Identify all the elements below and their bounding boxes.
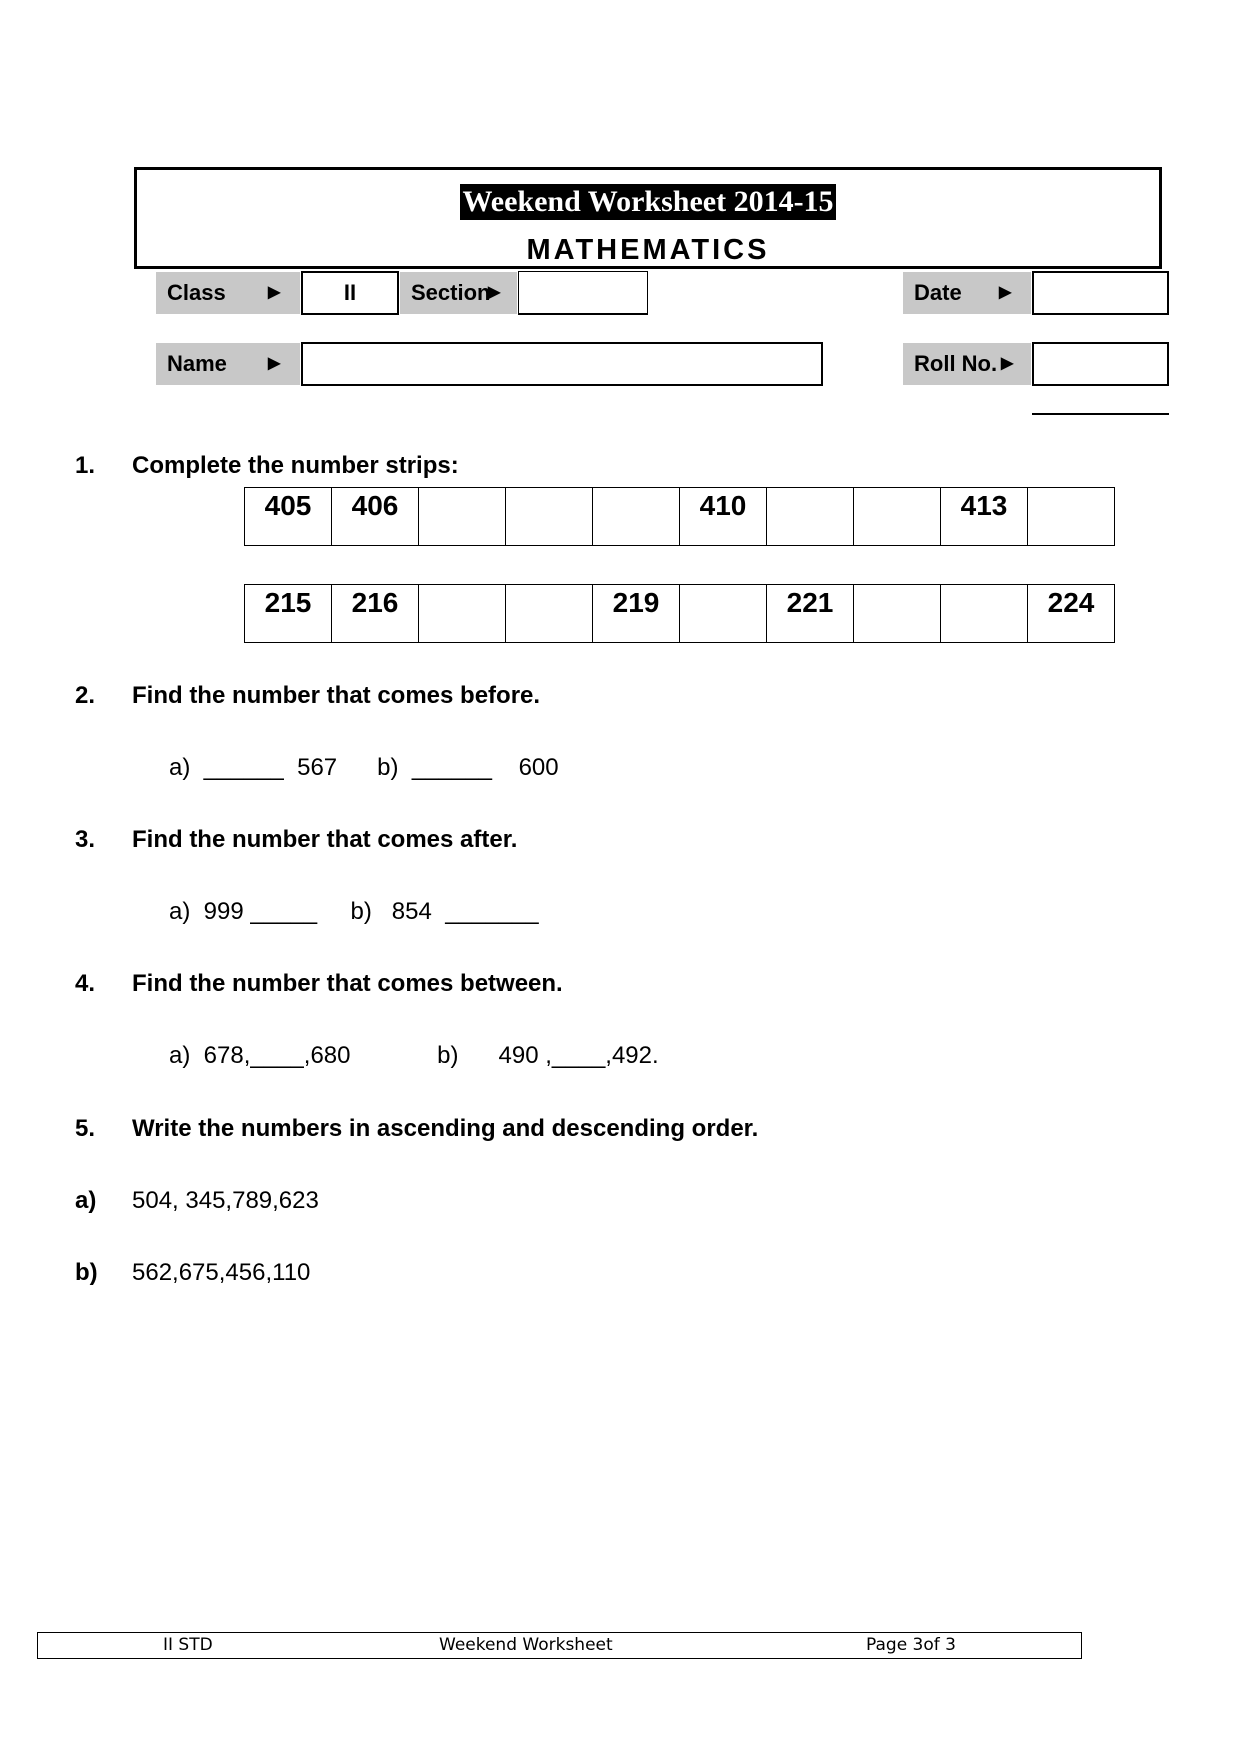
roll-no-label: Roll No. ▶ [903,343,1031,385]
strip-cell[interactable]: 224 [1028,585,1115,643]
name-label: Name ▶ [156,343,300,385]
section-label: Section ▶ [400,272,517,314]
question-number: 1. [75,452,96,479]
arrow-icon: ▶ [268,284,281,301]
strip-cell[interactable]: 219 [593,585,680,643]
name-field[interactable] [301,342,823,386]
answer-line[interactable]: a) ______ 567 b) ______ 600 [169,754,559,781]
strip-cell[interactable] [941,585,1028,643]
class-field[interactable]: II [301,271,399,315]
question-text: Find the number that comes after. [132,826,518,853]
footer-page-number: Page 3of 3 [866,1635,956,1655]
page-footer [37,1632,1082,1659]
arrow-icon: ▶ [1001,355,1014,372]
question-text: Write the numbers in ascending and descending order. [132,1115,759,1142]
strip-cell[interactable] [506,585,593,643]
question-number: 5. [75,1115,96,1142]
strip-cell[interactable]: 410 [680,488,767,546]
strip-cell[interactable]: 413 [941,488,1028,546]
answer-line[interactable]: a) 999 _____ b) 854 _______ [169,898,539,925]
strip-cell[interactable]: 221 [767,585,854,643]
sub-question-label: b) [75,1259,98,1286]
section-field[interactable] [518,271,648,315]
question-number: 2. [75,682,96,709]
strip-cell[interactable]: 215 [245,585,332,643]
arrow-icon: ▶ [268,355,281,372]
number-strip-2 [244,584,1115,643]
arrow-icon: ▶ [999,284,1012,301]
question-number: 3. [75,826,96,853]
footer-class: II STD [163,1635,213,1655]
strip-cell[interactable] [1028,488,1115,546]
sub-question-label: a) [75,1187,97,1214]
strip-cell[interactable]: 406 [332,488,419,546]
strip-cell[interactable] [767,488,854,546]
class-label: Class ▶ [156,272,300,314]
question-text: Find the number that comes before. [132,682,541,709]
number-list: 504, 345,789,623 [132,1187,319,1214]
strip-cell[interactable] [854,488,941,546]
date-label: Date ▶ [903,272,1031,314]
date-field[interactable] [1032,271,1169,315]
roll-no-underline [1032,413,1169,415]
number-strip-1 [244,487,1115,546]
strip-cell[interactable] [593,488,680,546]
roll-no-field[interactable] [1032,342,1169,386]
worksheet-header [134,167,1162,269]
worksheet-title: Weekend Worksheet 2014-15 [462,185,834,218]
strip-cell[interactable] [506,488,593,546]
question-text: Find the number that comes between. [132,970,563,997]
strip-cell[interactable] [854,585,941,643]
number-list: 562,675,456,110 [132,1259,311,1286]
footer-title: Weekend Worksheet [439,1635,613,1655]
strip-cell[interactable]: 405 [245,488,332,546]
arrow-icon: ▶ [488,284,501,301]
question-number: 4. [75,970,96,997]
strip-cell[interactable] [680,585,767,643]
subject-title: MATHEMATICS [526,234,770,266]
question-text: Complete the number strips: [132,452,459,479]
answer-line[interactable]: a) 678,____,680 b) 490 ,____,492. [169,1042,659,1069]
strip-cell[interactable] [419,585,506,643]
strip-cell[interactable]: 216 [332,585,419,643]
strip-cell[interactable] [419,488,506,546]
